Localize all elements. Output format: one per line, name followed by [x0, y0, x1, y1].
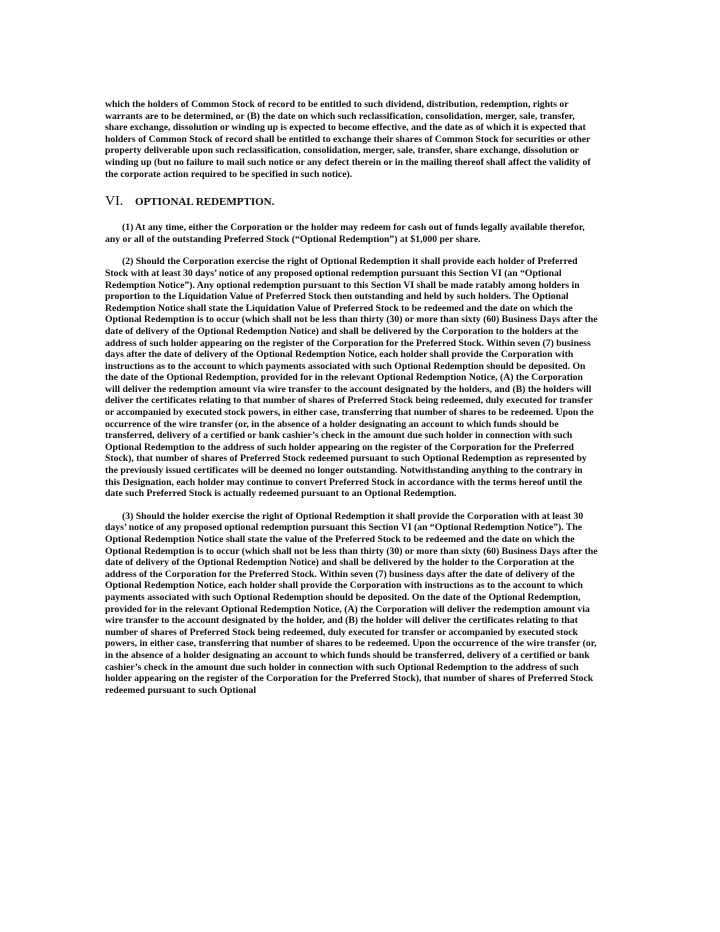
section-title: OPTIONAL REDEMPTION.	[135, 196, 275, 209]
paragraph-1: (1) At any time, either the Corporation or the holder may redeem for cash out of funds legally available therefor, any or all of the outstanding Preferred Stock (“Optional Redemption”) at $1,000 per share.	[105, 222, 585, 245]
section-heading	[105, 195, 599, 209]
document-body	[105, 99, 599, 707]
paragraph-3: (3) Should the holder exercise the right of Optional Redemption it shall provide the Corporation with at least 30 days’ notice of any proposed optional redemption pursuant this Section VI (an “Optional Redemption Notice”). The Optional Redemption Notice shall state the value of the Preferred Stock to be redeemed and the date on which the Optional Redemption is to occur (which shall not be less than thirty (30) or more than sixty (60) Business Days after the date of delivery of the Optional Redemption Notice) and shall be delivered by the holder to the Corporation at the address of the Corporation for the Preferred Stock. Within seven (7) business days after the date of delivery of the Optional Redemption Notice, each holder shall provide the Corporation with instructions as to the account to which payments associated with such Optional Redemption should be deposited. On the date of the Optional Redemption, provided for in the relevant Optional Redemption Notice, (A) the Corporation will deliver the redemption amount via wire transfer to the account designated by the holder, and (B) the holder will deliver the certificates relating to that number of shares of Preferred Stock being redeemed, duly executed for transfer or accompanied by executed stock powers, in either case, transferring that number of shares to be redeemed. Upon the occurrence of the wire transfer (or, in the absence of a holder designating an account to which funds should be transferred, delivery of a certified or bank cashier’s check in the amount due such holder in connection with such Optional Redemption to the address of such holder appearing on the register of the Corporation for the Preferred Stock), that number of shares of Preferred Stock redeemed pursuant to such Optional	[105, 510, 598, 696]
section-number: VI.	[105, 194, 124, 210]
continuation-paragraph: which the holders of Common Stock of record to be entitled to such dividend, distribution, redemption, rights or warrants are to be determined, or (B) the date on which such reclassification, consolidation, merger, sale, transfer, share exchange, dissolution or winding up is expected to become effective, and the date as of which it is expected that holders of Common Stock of record shall be entitled to exchange their shares of Common Stock for securities or other property deliverable upon such reclassification, consolidation, merger, sale, transfer, share exchange, dissolution or winding up (but no failure to mail such notice or any defect therein or in the mailing thereof shall affect the validity of the corporate action required to be specified in such notice).	[105, 99, 591, 180]
paragraph-2: (2) Should the Corporation exercise the right of Optional Redemption it shall provide each holder of Preferred Stock with at least 30 days’ notice of any proposed optional redemption pursuant this Section VI (an “Optional Redemption Notice”). Any optional redemption pursuant to this Section VI shall be made ratably among holders in proportion to the Liquidation Value of Preferred Stock then outstanding and held by such holders. The Optional Redemption Notice shall state the Liquidation Value of Preferred Stock to be redeemed and the date on which the Optional Redemption is to occur (which shall not be less than thirty (30) or more than sixty (60) Business Days after the date of delivery of the Optional Redemption Notice) and shall be delivered by the Corporation to the holders at the address of such holder appearing on the register of the Corporation for the Preferred Stock. Within seven (7) business days after the date of delivery of the Optional Redemption Notice, each holder shall provide the Corporation with instructions as to the account to which payments associated with such Optional Redemption should be deposited. On the date of the Optional Redemption, provided for in the relevant Optional Redemption Notice, (A) the Corporation will deliver the redemption amount via wire transfer to the account designated by the holders, and (B) the holders will deliver the certificates relating to that number of shares of Preferred Stock being redeemed, duly executed for transfer or accompanied by executed stock powers, in either case, transferring that number of shares to be redeemed. Upon the occurrence of the wire transfer (or, in the absence of a holder designating an account to which funds should be transferred, delivery of a certified or bank cashier’s check in the amount due such holder in connection with such Optional Redemption to the address of such holder appearing on the register of the Corporation for the Preferred Stock), that number of shares of Preferred Stock redeemed pursuant to such Optional Redemption as represented by the previously issued certificates will be deemed no longer outstanding. Notwithstanding anything to the contrary in this Designation, each holder may continue to convert Preferred Stock in accordance with the terms hereof until the date such Preferred Stock is actually redeemed pursuant to an Optional Redemption.	[105, 256, 598, 500]
